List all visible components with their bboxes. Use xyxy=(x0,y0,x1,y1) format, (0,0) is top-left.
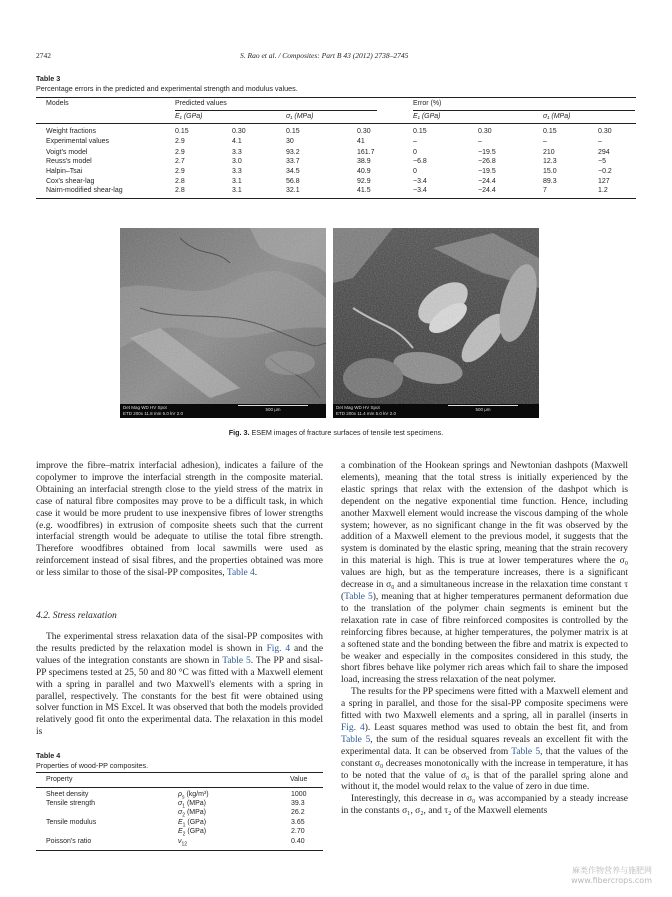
left-para2-text-a: The experimental stress relaxation data of the sisal-PP composites with the results predicted by the relaxation model is shown in xyxy=(36,632,323,654)
table3-sub-e1-err: E₁ (GPa) xyxy=(413,113,441,120)
left-para2-text-b: and the values of the integration constants are shown in xyxy=(36,643,324,666)
table3-cell: 3.3 xyxy=(232,168,242,175)
fig4-ref-link-r[interactable]: Fig. 4 xyxy=(341,722,365,733)
right-para1-text: a combination of the Hookean springs and Newtonian dashpots (Maxwell elements), meaning that the total stress is initially experienced by the elastic springs that relax with the extension of the dashpot which is dependent on the negative exponential time function. Hence, including another Maxwell element would increase the viscous damping of the whole system; however, as no significant change in the fit was observed by the addition of a Maxwell element to the previous model, it suggests that the system is dominated by the elastic spring, meaning that the strain recovery in this material is high. This is true at lower temperatures where the σ₀ values are high, but as the temperature increases, there is a significant decrease in σ₀ and a simultaneous increase in the relaxation time constant τ ( xyxy=(341,461,628,602)
table3-cell: 3.1 xyxy=(232,178,242,185)
table3-cell: 0 xyxy=(413,149,417,156)
table4-value: 0.40 xyxy=(291,838,305,845)
table3-cell: 92.9 xyxy=(357,178,371,185)
right-para1-text-b: ), meaning that at higher temperatures permanent deformation due to the translation of the polymer chain segments is eminent but the relaxation rate in case of fibre reinforced composites is controlled by the reinforcing fibres because, at higher temperatures, the polymer matrix is at a softened state and the bonding between the fibre and matrix is expected to be weaker and especially in the composites considered in this study, the short fibres behave like polymer rich areas which fail to share the imposed load, increasing the stress relaxation of the neat polymer. xyxy=(341,591,629,686)
table4-property: Tensile strength xyxy=(46,800,96,807)
table3-cell: 40.9 xyxy=(357,168,371,175)
table3-cell: 33.7 xyxy=(286,158,300,165)
table4-property: Poisson's ratio xyxy=(46,838,92,845)
page-number: 2742 xyxy=(36,51,51,60)
right-para3-text: Interestingly, this decrease in σ₀ was accompanied by a steady increase in the constants σ₁, σ₂, and τ₂ of the Maxwell elements xyxy=(341,794,628,817)
table3-cell: −3.4 xyxy=(413,178,427,185)
table3-caption-text: Percentage errors in the predicted and experimental strength and modulus values. xyxy=(36,84,298,93)
table3-cell: −3.4 xyxy=(413,187,427,194)
table3-row-label: Cox's shear-lag xyxy=(46,178,95,185)
table3-cell: – xyxy=(413,138,417,145)
table4-unit: (MPa) xyxy=(185,809,207,816)
table3-row-label: Halpin–Tsai xyxy=(46,168,83,175)
table3-sub-e1-pred: E₁ (GPa) xyxy=(175,113,203,120)
table3-cell: 93.2 xyxy=(286,149,300,156)
table5-ref-link-r2[interactable]: Table 5 xyxy=(341,734,371,745)
table3-cell: 0.15 xyxy=(543,128,557,135)
table3-cell: 127 xyxy=(598,178,610,185)
table3-cell: 0.15 xyxy=(413,128,427,135)
table4-ref-link[interactable]: Table 4 xyxy=(226,568,255,579)
table4-symbol-letter: E xyxy=(178,828,183,835)
table3-cell: 56.8 xyxy=(286,178,300,185)
table3-cell: 0.30 xyxy=(232,128,246,135)
table3-cell: 12.3 xyxy=(543,158,557,165)
table5-ref-link[interactable]: Table 5 xyxy=(222,655,251,666)
table4-value: 2.70 xyxy=(291,828,305,835)
running-title: S. Rao et al. / Composites: Part B 43 (2012) 2738–2745 xyxy=(240,51,409,60)
table3-cell: 2.9 xyxy=(175,168,185,175)
table3-cell: 294 xyxy=(598,149,610,156)
table3-cell: −24.4 xyxy=(478,187,496,194)
table4-value: 3.65 xyxy=(291,819,305,826)
table3-cell: 0 xyxy=(413,168,417,175)
table4-unit: (GPa) xyxy=(185,819,207,826)
table5-ref-link-r1[interactable]: Table 5 xyxy=(344,591,373,602)
table3-cell: – xyxy=(478,138,482,145)
table3-row-label: Reuss's model xyxy=(46,158,92,165)
table3-cell: 3.0 xyxy=(232,158,242,165)
table4-unit: (GPa) xyxy=(185,828,207,835)
sem-info-top-left: Det Mag WD HV Spot xyxy=(123,405,167,410)
table4-unit: (MPa) xyxy=(185,800,207,807)
table4-header-rule xyxy=(36,787,323,788)
table3-cell: – xyxy=(543,138,547,145)
scale-bar-right: 500 μm xyxy=(448,405,518,413)
table4-symbol xyxy=(178,838,187,849)
table3-cell: 0.30 xyxy=(357,128,371,135)
table3-cell: −0.2 xyxy=(598,168,612,175)
table3-cell: – xyxy=(598,138,602,145)
table3-cell: 32.1 xyxy=(286,187,300,194)
table3-cell: −19.5 xyxy=(478,168,496,175)
table4-value: 39.3 xyxy=(291,800,305,807)
table3-cell: 2.9 xyxy=(175,149,185,156)
table4-symbol-subscript: 1 xyxy=(182,822,186,829)
table3-group-error: Error (%) xyxy=(413,100,442,107)
table3-cell: −26.8 xyxy=(478,158,496,165)
table4-symbol-subscript: 1 xyxy=(182,803,186,810)
table3-cell: 161.7 xyxy=(357,149,375,156)
table4-symbol-letter: ρ xyxy=(178,791,183,798)
table3-cell: 3.3 xyxy=(232,149,242,156)
table3-cell: 7 xyxy=(543,187,547,194)
watermark xyxy=(571,866,652,886)
fig4-ref-link[interactable]: Fig. 4 xyxy=(266,643,291,654)
table3-row-label: Nairn-modified shear-lag xyxy=(46,187,123,194)
table3-col-models: Models xyxy=(46,100,69,107)
table4-label: Table 4 xyxy=(36,751,61,760)
table3-row-label: Weight fractions xyxy=(46,128,97,135)
table4-symbol-letter: σ xyxy=(178,809,183,816)
table3-cell: −19.5 xyxy=(478,149,496,156)
table3-cell: −5 xyxy=(598,158,606,165)
table3-cell: 0.30 xyxy=(478,128,492,135)
figure3-caption-label: Fig. 3. xyxy=(228,428,250,437)
table3-cell: 3.1 xyxy=(232,187,242,194)
table4-symbol-subscript: 2 xyxy=(182,831,186,838)
table3-row-label: Experimental values xyxy=(46,138,110,145)
watermark-line2: www.fibercrops.com xyxy=(571,876,652,885)
table3-sub-s1-err: σ₁ (MPa) xyxy=(543,113,571,120)
table3-cell: 2.8 xyxy=(175,187,185,194)
right-para2-text-b: ). Least squares method was used to obtain the best fit, and from xyxy=(364,722,628,733)
table3-cell: 0.15 xyxy=(175,128,189,135)
table4-symbol-subscript: s xyxy=(182,794,185,801)
table3-cell: 1.2 xyxy=(598,187,608,194)
table3-group-predicted: Predicted values xyxy=(175,100,227,107)
table4-value: 1000 xyxy=(291,791,307,798)
table3-cell: 38.9 xyxy=(357,158,371,165)
table3-cell: 0.15 xyxy=(286,128,300,135)
table4-symbol-subscript: 2 xyxy=(182,812,186,819)
table3-cell: 41.5 xyxy=(357,187,371,194)
table3-cell: −6.8 xyxy=(413,158,427,165)
section-heading-stress-relaxation: 4.2. Stress relaxation xyxy=(36,610,117,621)
table3-cell: 2.8 xyxy=(175,178,185,185)
table3-cell: 2.7 xyxy=(175,158,185,165)
right-para2-text-d: , that the values of the constant σ₀ decreases monotonically with the increase in temperature, it has to be noted that the value of σ₀ is that of the parallel spring alone and without it, the model would relax to the value of zero in due time. xyxy=(341,746,628,793)
figure3-caption-text: ESEM images of fracture surfaces of tensile test specimens. xyxy=(249,428,444,437)
table5-ref-link-r3[interactable]: Table 5 xyxy=(511,746,541,757)
table3-cell: 15.0 xyxy=(543,168,557,175)
table4-col-value: Value xyxy=(290,776,308,783)
table3-cell: 34.5 xyxy=(286,168,300,175)
left-para1-text: improve the fibre–matrix interfacial adhesion), indicates a failure of the copolymer to improve the interfacial strength in the composite material. Obtaining an interfacial strength close to the yield stress of the matrix in case of natural fibre composites may prove to be a difficult task, in which case it would be more prudent to use inexpensive fibres of lower strengths (e.g. woodfibres) in extrusion of composite sheets such that the current interfacial strength would be adequate to utilise the total fibre strength. Therefore woodfibres obtained from local sawmills were used as reinforcement instead of sisal fibres, and the properties obtained was more or less similar to those of the sisal-PP composites, xyxy=(36,461,323,579)
table3-cell: 0.30 xyxy=(598,128,612,135)
table4-symbol-subscript: 12 xyxy=(181,841,188,848)
watermark-line1: 麻类作物营养与施肥网 xyxy=(572,866,652,875)
table4-caption-text: Properties of wood-PP composites. xyxy=(36,761,149,770)
table3-cell: 89.3 xyxy=(543,178,557,185)
right-para2-text-a: The results for the PP specimens were fitted with a Maxwell element and a spring in parallel, and those for the sisal-PP composite specimens were fitted with two Maxwell elements and a spring, all in parallel (inserts in xyxy=(341,687,628,722)
table4-bottom-rule xyxy=(36,850,323,851)
table3-cell: 30 xyxy=(286,138,294,145)
table3-cell: 4.1 xyxy=(232,138,242,145)
scale-bar-left: 500 μm xyxy=(238,405,308,413)
table4-symbol-letter: σ xyxy=(178,800,183,807)
table4-col-property: Property xyxy=(46,776,73,783)
right-para2-text-c: , the sum of the residual squares reveals an excellent fit with the experimental data. It can be observed from xyxy=(341,734,629,757)
table3-cell: 210 xyxy=(543,149,555,156)
table4-value: 26.2 xyxy=(291,809,305,816)
table3-row-label: Voigt's model xyxy=(46,149,88,156)
table3-label: Table 3 xyxy=(36,74,61,83)
table4-property: Sheet density xyxy=(46,791,89,798)
right-column-para1 xyxy=(341,461,628,818)
table3-cell: 41 xyxy=(357,138,365,145)
sem-info-top-right: Det Mag WD HV Spot xyxy=(336,405,380,410)
table3-cell: 2.9 xyxy=(175,138,185,145)
table4-unit: (kg/m³) xyxy=(184,791,209,798)
left-para2-text-c: . The PP and sisal-PP specimens tested at 25, 50 and 80 °C was fitted with a Maxwell element with a spring in parallel and two Maxwell's elements with a spring in parallel, respectively. The constants for the best fit were obtained using solver function in MS Excel. It was observed that both the models provided relatively good fit onto the experimental data. The relaxation in this model is xyxy=(36,655,324,738)
table4-symbol-letter: ν xyxy=(178,838,182,845)
table4-symbol-letter: E xyxy=(178,819,183,826)
left-para1-end: . xyxy=(254,568,258,579)
table3-sub-s1-pred: σ₁ (MPa) xyxy=(286,113,314,120)
table4-property: Tensile modulus xyxy=(46,819,97,826)
table3-cell: −24.4 xyxy=(478,178,496,185)
sem-info-bottom-left: ETD 200x 11.8 mm 5.0 kV 2.0 xyxy=(123,411,183,416)
sem-info-bottom-right: ETD 200x 11.4 mm 5.0 kV 2.0 xyxy=(336,411,396,416)
